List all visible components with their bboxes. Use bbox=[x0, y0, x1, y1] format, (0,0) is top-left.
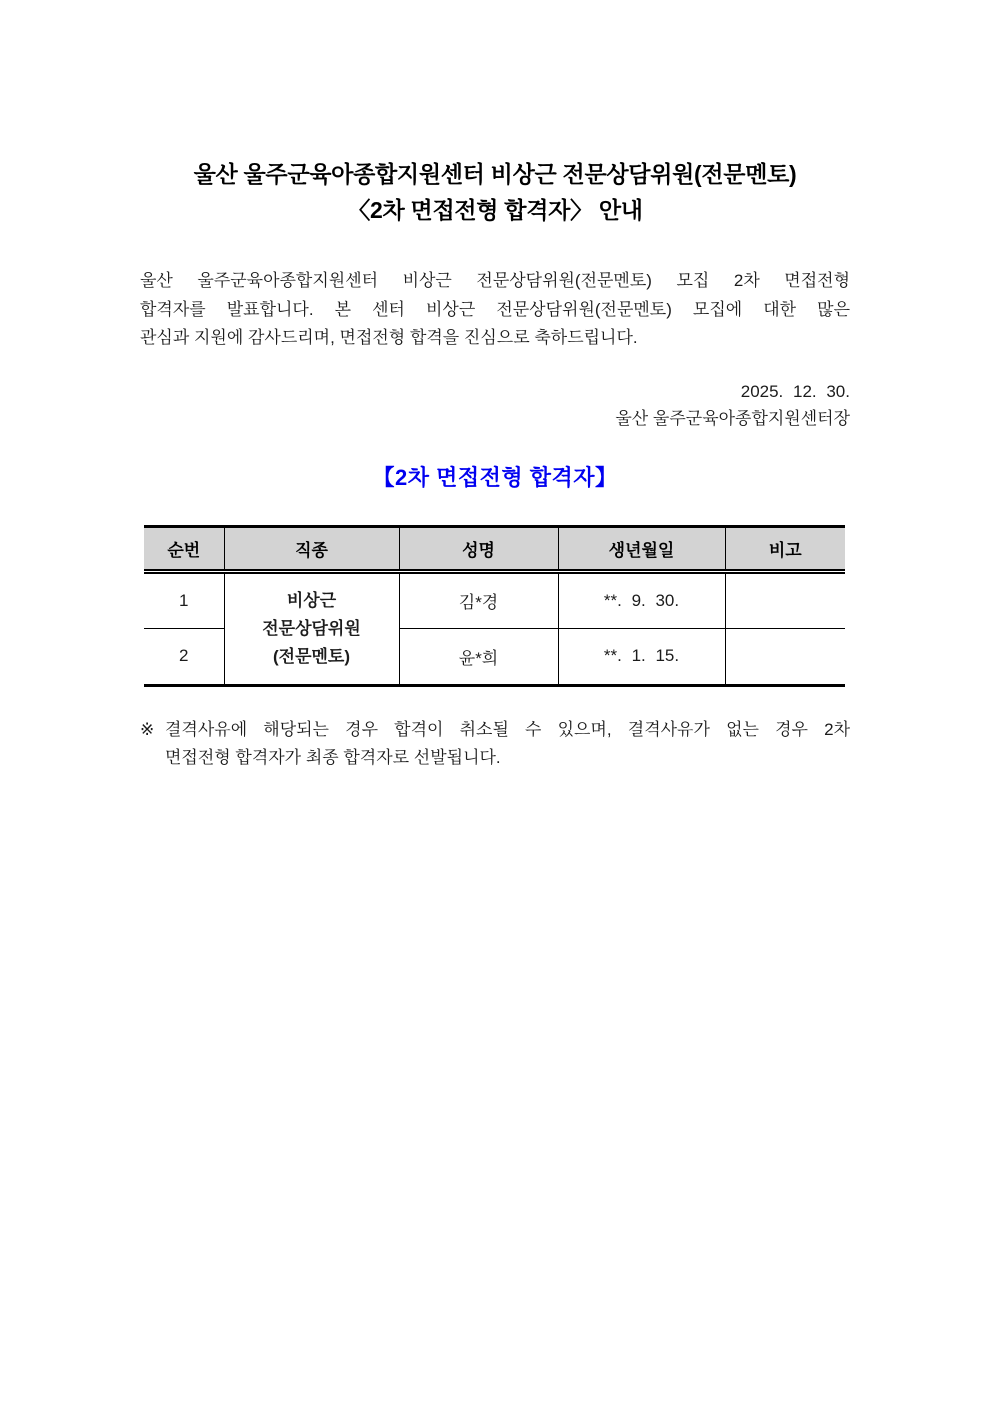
footnote-line bbox=[140, 716, 850, 744]
footnote bbox=[140, 716, 850, 772]
job-line: (전문멘토) bbox=[272, 646, 350, 666]
cell-no: 1 bbox=[144, 571, 224, 628]
section-heading: 【2차 면접전형 합격자】 bbox=[372, 464, 618, 490]
footnote-text: 결격사유에 해당되는 경우 합격이 취소될 수 있으며, 결격사유가 없는 경우 2차 bbox=[165, 719, 850, 739]
cell-no: 2 bbox=[144, 628, 224, 685]
footnote-line bbox=[140, 744, 850, 772]
cell-name: 김*경 bbox=[399, 571, 558, 628]
reference-mark: ※ bbox=[140, 719, 155, 739]
cell-remark bbox=[725, 571, 845, 628]
signature-line: 울산 울주군육아종합지원센터장 bbox=[615, 408, 850, 428]
pass-list-table bbox=[144, 525, 845, 687]
header-cell-job: 직종 bbox=[224, 526, 399, 571]
header-cell-birth: 생년월일 bbox=[558, 526, 725, 571]
job-line: 전문상담위원 bbox=[262, 618, 361, 638]
paragraph-line: 관심과 지원에 감사드리며, 면접전형 합격을 진심으로 축하드립니다. bbox=[140, 328, 638, 347]
cell-remark bbox=[725, 628, 845, 685]
document-title-line2: 〈2차 면접전형 합격자〉 안내 bbox=[347, 197, 643, 223]
document-title-line1: 울산 울주군육아종합지원센터 비상근 전문상담위원(전문멘토) bbox=[193, 161, 797, 187]
table-row bbox=[144, 571, 845, 628]
footnote-text: 면접전형 합격자가 최종 합격자로 선발됩니다. bbox=[165, 747, 501, 767]
header-cell-name: 성명 bbox=[399, 526, 558, 571]
cell-birth: **. 1. 15. bbox=[558, 628, 725, 685]
document-title bbox=[140, 156, 850, 228]
header-cell-no: 순번 bbox=[144, 526, 224, 571]
paragraph-line: 울산 울주군육아종합지원센터 비상근 전문상담위원(전문멘토) 모집 2차 면접전형 bbox=[140, 271, 850, 290]
cell-birth: **. 9. 30. bbox=[558, 571, 725, 628]
announcement-paragraph bbox=[140, 267, 850, 353]
table-header-row bbox=[144, 526, 845, 571]
cell-job-merged bbox=[224, 571, 399, 685]
job-line: 비상근 bbox=[286, 590, 337, 610]
cell-name: 윤*희 bbox=[399, 628, 558, 685]
date-signature-block bbox=[140, 378, 850, 432]
paragraph-line: 합격자를 발표합니다. 본 센터 비상근 전문상담위원(전문멘토) 모집에 대한 많은 bbox=[140, 299, 850, 319]
header-cell-remark: 비고 bbox=[725, 526, 845, 571]
announcement-date: 2025. 12. 30. bbox=[740, 381, 850, 401]
